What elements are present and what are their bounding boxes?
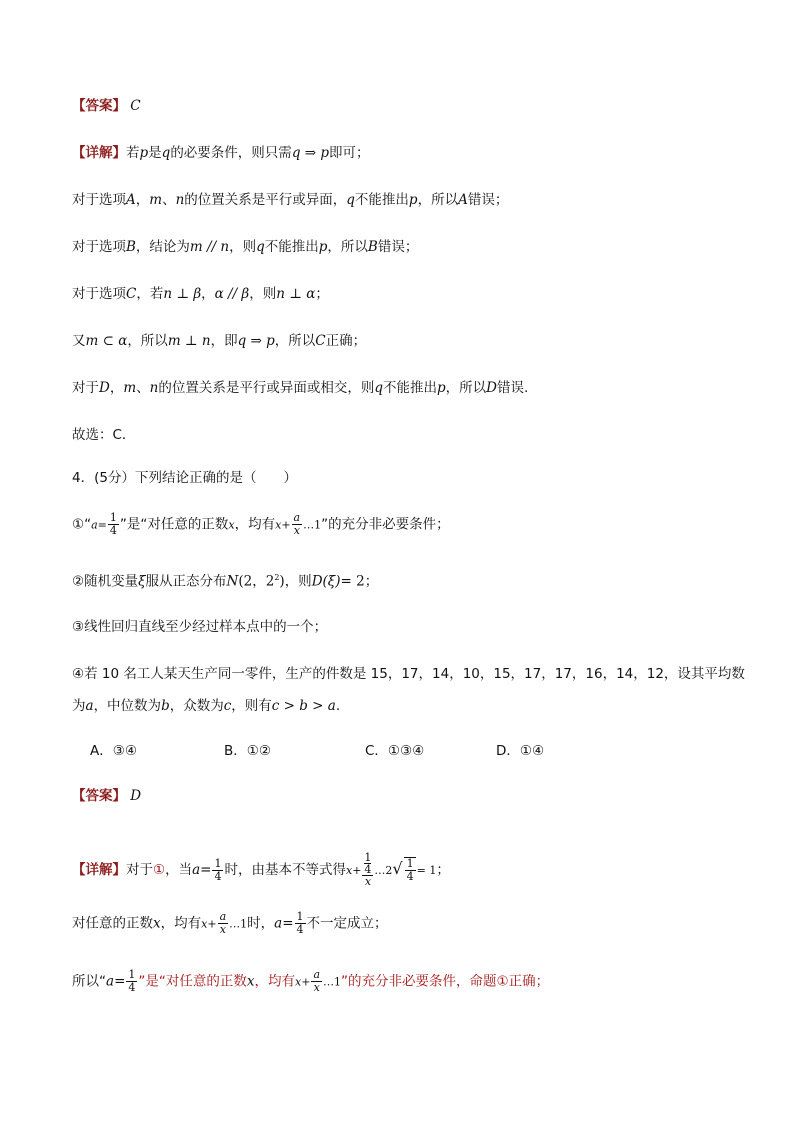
math: A xyxy=(458,192,468,208)
statement-4b xyxy=(72,696,340,716)
text: ，当 xyxy=(165,862,193,878)
text: ，即 xyxy=(210,333,238,349)
text: ， xyxy=(135,192,150,208)
math-p: p xyxy=(139,145,149,161)
options-row xyxy=(90,741,690,761)
text: 对于 xyxy=(72,380,99,396)
question-stem: 4．(5分）下列结论正确的是（ ） xyxy=(72,470,297,486)
superscript: 2 xyxy=(274,573,280,582)
detail2-line-3 xyxy=(72,969,549,994)
math: ) xyxy=(279,573,285,590)
text: ①“ xyxy=(72,516,92,533)
statement-4a: ④若 10 名工人某天生产同一零件，生产的件数是 15，17，14，10，15，17，17，16，14，12，设其平均数 xyxy=(72,666,745,682)
text: ，则有 xyxy=(231,698,272,714)
math: m xyxy=(123,380,137,396)
math: p xyxy=(437,380,446,396)
text: 正确； xyxy=(508,973,550,990)
math: (2，2 xyxy=(238,573,275,590)
text: ，则 xyxy=(284,573,312,590)
text: ，众数为 xyxy=(169,698,224,714)
math: N xyxy=(226,573,239,590)
text: ，则 xyxy=(249,286,277,302)
math: p xyxy=(318,239,328,255)
math: x xyxy=(201,917,208,931)
math: a xyxy=(106,973,115,990)
text: ”的充分非必要条件； xyxy=(321,516,450,533)
math: x xyxy=(345,864,353,877)
detail-line-5 xyxy=(72,331,366,351)
denominator: x xyxy=(219,923,226,936)
numerator: 1 xyxy=(296,910,304,923)
math: + xyxy=(301,975,311,989)
math: m // n xyxy=(189,239,230,255)
math: = 1 xyxy=(416,864,437,877)
numerator: 1 xyxy=(128,968,136,981)
denominator: 4 xyxy=(364,863,372,876)
math: m xyxy=(149,192,163,208)
math: b xyxy=(161,698,170,714)
math: n ⊥ β xyxy=(163,286,202,302)
option-b[interactable]: B．①② xyxy=(224,743,271,759)
math: …1 xyxy=(229,917,248,931)
denominator: x xyxy=(313,981,320,994)
denominator: x xyxy=(364,875,372,888)
math: q xyxy=(374,380,383,396)
text: ； xyxy=(364,573,379,590)
option-c[interactable]: C．①③④ xyxy=(365,743,425,759)
detail-tag: 【详解】 xyxy=(72,145,126,161)
math: q ⇒ p xyxy=(237,333,275,349)
answer-line-1 xyxy=(72,96,141,116)
math: q xyxy=(256,239,265,255)
text: 不一定成立； xyxy=(306,915,388,932)
detail-line-2 xyxy=(72,190,508,210)
math: a xyxy=(274,915,283,932)
text: ，均有 xyxy=(254,973,295,990)
math: = xyxy=(282,915,294,932)
text: ； xyxy=(436,862,450,878)
math: + xyxy=(207,917,217,931)
option-d[interactable]: D．①④ xyxy=(496,743,545,759)
math: = xyxy=(114,973,126,990)
numerator-fraction xyxy=(362,852,373,876)
math: x xyxy=(275,518,282,532)
text: 的必要条件，则只需 xyxy=(170,145,292,161)
math: + xyxy=(352,864,362,877)
math: a xyxy=(91,518,98,532)
text: ，所以 xyxy=(274,333,316,349)
text: ，所以 xyxy=(327,239,368,255)
statement-3: ③线性回归直线至少经过样本点中的一个； xyxy=(72,619,328,635)
math: a xyxy=(85,698,94,714)
circled-one: ① xyxy=(496,973,509,990)
answer-tag: 【答案】 xyxy=(72,788,126,804)
math: = xyxy=(200,862,212,878)
math: n ⊥ α xyxy=(276,286,316,302)
text: ，所以 xyxy=(417,192,459,208)
detail-line-3 xyxy=(72,237,418,257)
denominator: 4 xyxy=(406,870,414,883)
math: B xyxy=(367,239,378,255)
numerator: a xyxy=(313,968,320,981)
statement-1 xyxy=(72,512,450,537)
text: 又 xyxy=(72,333,86,349)
math: D(ξ) xyxy=(311,573,341,590)
text: 正确； xyxy=(325,333,367,349)
text: 不能推出 xyxy=(354,192,409,208)
circled-one: ① xyxy=(153,862,166,878)
denominator: x xyxy=(293,524,300,537)
answer-value: C xyxy=(130,98,141,114)
math: = 2 xyxy=(340,573,365,590)
denominator: 4 xyxy=(109,524,117,537)
fraction-one-quarter xyxy=(212,858,223,883)
text: 不能推出 xyxy=(383,380,437,396)
math: …2 xyxy=(374,864,393,877)
math: α // β xyxy=(214,286,250,302)
math: x xyxy=(295,975,302,989)
text: ”是“对任意的正数 xyxy=(119,516,229,533)
option-a[interactable]: A．③④ xyxy=(90,743,137,759)
math: C xyxy=(126,286,137,302)
text: . xyxy=(335,698,341,714)
text: ，均有 xyxy=(160,915,202,932)
sqrt-quarter: √ $\frac{1}{4}$ xyxy=(392,857,414,883)
fraction-one-quarter xyxy=(108,512,119,537)
text: 对任意的正数 xyxy=(72,915,153,932)
text: 对于选项 xyxy=(72,286,126,302)
math: + xyxy=(281,518,291,532)
math: q xyxy=(346,192,355,208)
numerator: a xyxy=(219,910,227,923)
text: 错误； xyxy=(377,239,419,255)
text: 错误. xyxy=(496,380,529,396)
text: 服从正态分布 xyxy=(145,573,227,590)
denominator: 4 xyxy=(296,923,304,936)
text: 是 xyxy=(148,145,162,161)
math: p xyxy=(408,192,418,208)
text: 对于选项 xyxy=(72,192,126,208)
math: m ⊥ n xyxy=(167,333,211,349)
text: 时， xyxy=(247,915,275,932)
text: ，结论为 xyxy=(135,239,190,255)
numerator: a xyxy=(293,511,301,524)
math: x xyxy=(153,915,161,932)
text: ②随机变量 xyxy=(72,573,139,590)
math-implies: q ⇒ p xyxy=(291,145,329,161)
detail-line-1 xyxy=(72,143,370,163)
detail2-line-2 xyxy=(72,911,388,936)
text: ”是“对任意的正数 xyxy=(138,973,247,990)
math: C xyxy=(315,333,326,349)
fraction-a-over-x xyxy=(218,911,229,936)
math: x xyxy=(228,518,235,532)
math: a xyxy=(192,862,201,878)
text: ， xyxy=(109,380,124,396)
text: 、 xyxy=(162,192,176,208)
answer-tag: 【答案】 xyxy=(72,98,126,114)
compound-fraction xyxy=(362,852,373,888)
text: 、 xyxy=(136,380,150,396)
math: n xyxy=(175,192,185,208)
numerator: 1 xyxy=(406,857,414,870)
text: 对于选项 xyxy=(72,239,126,255)
math: n xyxy=(149,380,159,396)
text: 为 xyxy=(72,698,86,714)
math: …1 xyxy=(303,518,322,532)
math: = xyxy=(97,518,107,532)
text: 的位置关系是平行或异面， xyxy=(184,192,347,208)
text: ； xyxy=(315,286,329,302)
text: ，均有 xyxy=(234,516,276,533)
numerator: 1 xyxy=(364,851,372,864)
text: 对于 xyxy=(126,862,153,878)
math: ξ xyxy=(138,573,146,590)
text: ，所以 xyxy=(445,380,487,396)
statement-2 xyxy=(72,568,378,592)
text: ， xyxy=(201,286,215,302)
math: …1 xyxy=(323,975,341,989)
math: x xyxy=(246,973,255,990)
text: 的位置关系是平行或异面或相交，则 xyxy=(158,380,375,396)
detail-line-6 xyxy=(72,378,528,398)
text: 错误； xyxy=(467,192,509,208)
text: 即可； xyxy=(329,145,370,161)
text: 若 xyxy=(126,145,140,161)
denominator: 4 xyxy=(128,981,136,994)
text: 时，由基本不等式得 xyxy=(224,862,346,878)
math: B xyxy=(126,239,136,255)
denominator: 4 xyxy=(214,869,222,883)
math-q: q xyxy=(161,145,171,161)
text: ”的充分非必要条件，命题 xyxy=(341,973,497,990)
fraction-one-quarter xyxy=(126,969,137,994)
conclusion-line: 故选：C． xyxy=(72,427,136,443)
math: A xyxy=(126,192,136,208)
text: ，中位数为 xyxy=(93,698,162,714)
detail-tag: 【详解】 xyxy=(72,862,126,878)
text: ，若 xyxy=(136,286,164,302)
numerator: 1 xyxy=(214,856,222,870)
fraction-a-over-x xyxy=(311,969,322,994)
text: 所以“ xyxy=(72,973,106,990)
fraction-a-over-x xyxy=(292,512,303,537)
answer-value: D xyxy=(130,788,142,804)
math: D xyxy=(486,380,497,396)
text: ，所以 xyxy=(127,333,168,349)
text: 不能推出 xyxy=(264,239,319,255)
detail2-line-1 xyxy=(72,852,450,888)
math: m ⊂ α xyxy=(85,333,128,349)
math: c > b > a xyxy=(271,698,336,714)
detail-line-4 xyxy=(72,284,329,304)
numerator: 1 xyxy=(109,511,117,524)
fraction-one-quarter xyxy=(295,911,306,936)
answer-line-2 xyxy=(72,786,141,806)
math: c xyxy=(223,698,232,714)
math: D xyxy=(99,380,110,396)
text: ，则 xyxy=(229,239,257,255)
